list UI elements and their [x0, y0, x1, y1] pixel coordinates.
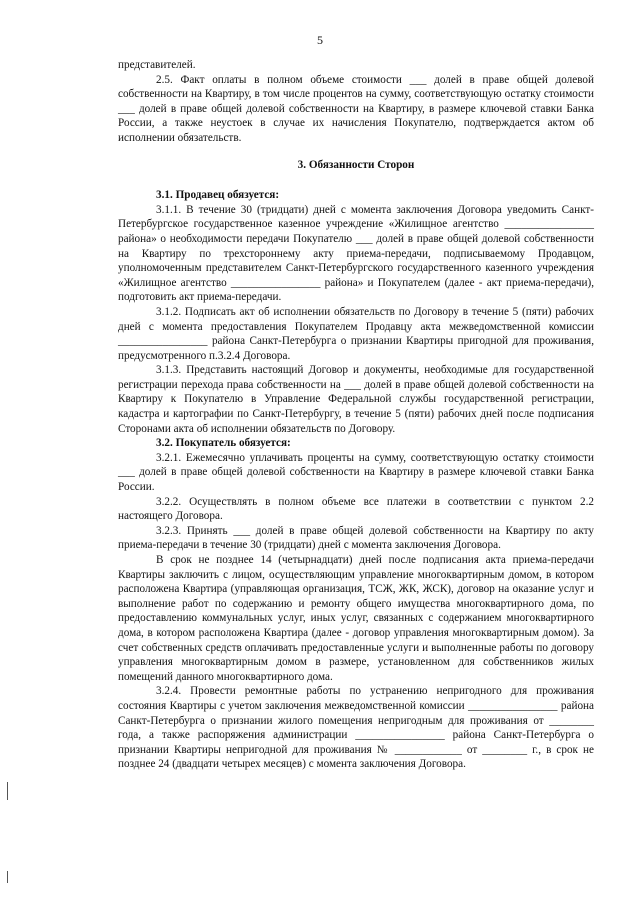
clause-3-2-1: 3.2.1. Ежемесячно уплачивать проценты на сумму, соответствующую остатку стоимости ___ долей в праве общей долевой собственности на Квартиру в размере ключевой ставки Банка России.	[118, 451, 594, 494]
clause-2-5: 2.5. Факт оплаты в полном объеме стоимости ___ долей в праве общей долевой собственности на Квартиру, в том числе процентов на сумму, соответствующую остатку стоимости ___ долей в праве общей долевой собственности на Квартиру, в размере ключевой ставки Банка России, а также неустоек в случае их начисления Покупателю, подтверждается актом об исполнении обязательств.	[118, 73, 594, 144]
subsection-3-1-heading: 3.1. Продавец обязуется:	[156, 189, 280, 202]
left-margin-mark	[7, 782, 8, 800]
document-body	[118, 58, 594, 772]
clause-3-2-3-continuation: В срок не позднее 14 (четырнадцати) дней после подписания акта приема-передачи Квартиры заключить с лицом, осуществляющим управление многоквартирным домом, в котором расположена Квартира (управляющая организация, ТСЖ, ЖК, ЖСК), договор на оказание услуг и выполнение работ по содержанию и ремонту общего имущества многоквартирного дома, по предоставлению коммунальных услуг, иных услуг, связанных с содержанием многоквартирного дома, в котором расположена Квартира (далее - договор управления многоквартирным домом). За счет собственных средств оплачивать предоставленные услуги и выполненные работы по договору управления многоквартирным домом в размере, установленном для собственников жилых помещений данного многоквартирного дома.	[118, 554, 594, 683]
clause-3-2-3: 3.2.3. Принять ___ долей в праве общей долевой собственности на Квартиру по акту приема-передачи в течение 30 (тридцати) дней с момента заключения Договора.	[118, 524, 594, 552]
subsection-3-2-heading: 3.2. Покупатель обязуется:	[156, 437, 291, 450]
clause-3-1-3: 3.1.3. Представить настоящий Договор и документы, необходимые для государственной регистрации перехода права собственности на ___ долей в праве общей долевой собственности на Квартиру к Покупателю в Управление Федеральной службы государственной регистрации, кадастра и картографии по Санкт-Петербургу, в течение 5 (пяти) рабочих дней после подписания Сторонами акта об исполнении обязательств по Договору.	[118, 364, 594, 435]
page-number: 5	[317, 33, 323, 47]
clause-3-1-1: 3.1.1. В течение 30 (тридцати) дней с момента заключения Договора уведомить Санкт-Петербургское государственное казенное учреждение «Жилищное агентство ________________ района» о необходимости передачи Покупателю ___ долей в праве общей долевой собственности на Квартиру по трехстороннему акту приема-передачи, подписываемому Продавцом, уполномоченным представителем Санкт-Петербургского государственного казенного учреждения «Жилищное агентство ________________ района» и Покупателем (далее - акт приема-передачи), подготовить акт приема-передачи.	[118, 203, 594, 304]
clause-3-2-2: 3.2.2. Осуществлять в полном объеме все платежи в соответствии с пунктом 2.2 настоящего Договора.	[118, 495, 594, 523]
left-margin-mark-lower	[7, 871, 8, 883]
clause-3-1-2: 3.1.2. Подписать акт об исполнении обязательств по Договору в течение 5 (пяти) рабочих дней с момента предоставления Покупателем Продавцу акта межведомственной комиссии ________________ района Санкт-Петербурга о признании Квартиры пригодной для проживания, предусмотренного п.3.2.4 Договора.	[118, 305, 594, 362]
section-title: 3. Обязанности Сторон	[297, 158, 415, 171]
clause-3-2-4: 3.2.4. Провести ремонтные работы по устранению непригодного для проживания состояния Квартиры с учетом заключения межведомственной комиссии ________________ района Санкт-Петербурга о признании жилого помещения непригодным для проживания от ________ года, а также распоряжения администрации ________________ района Санкт-Петербурга о признании Квартиры непригодной для проживания № ____________ от ________ г., в срок не позднее 24 (двадцати четырех месяцев) с момента заключения Договора.	[118, 685, 594, 771]
paragraph-continuation: представителей.	[118, 59, 196, 71]
